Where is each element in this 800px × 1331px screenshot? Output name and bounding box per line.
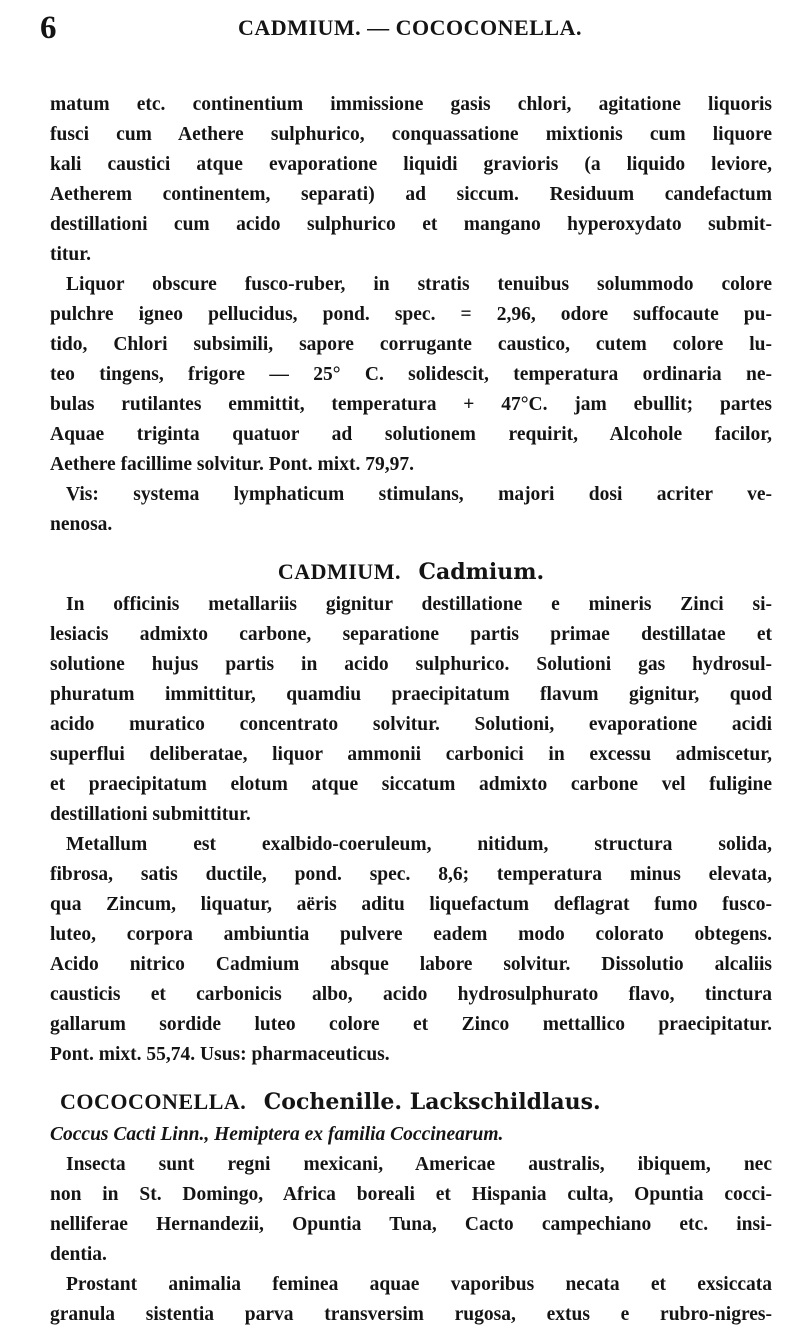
text-line: Aquae triginta quatuor ad solutionem requirit, Alcohole facilor, <box>50 424 772 445</box>
text-line: Insecta sunt regni mexicani, Americae australis, ibiquem, nec <box>66 1154 772 1175</box>
text-line: qua Zincum, liquatur, aëris aditu liquefactum deflagrat fumo fusco- <box>50 894 772 915</box>
cococonella-heading-german: Cochenille. Lackschildlaus. <box>263 1089 601 1115</box>
text-line: fusci cum Aethere sulphurico, conquassatione mixtionis cum liquore <box>50 124 772 145</box>
text-line: bulas rutilantes emmittit, temperatura + 47°C. jam ebullit; partes <box>50 394 772 415</box>
text-line: Prostant animalia feminea aquae vaporibus necata et exsiccata <box>66 1274 772 1295</box>
text-line: In officinis metallariis gignitur destillatione e mineris Zinci si- <box>66 594 772 615</box>
text-line: gallarum sordide luteo colore et Zinco mettallico praecipitatur. <box>50 1014 772 1035</box>
cadmium-section <box>50 553 772 1070</box>
cococonella-heading-latin: COCOCONELLA. <box>60 1089 247 1114</box>
page-body <box>50 90 772 1330</box>
text-line: phuratum immittitur, quamdiu praecipitatum flavum gignitur, quod <box>50 684 772 705</box>
text-line: destillationi cum acido sulphurico et mangano hyperoxydato submit- <box>50 214 772 235</box>
page-header <box>40 6 780 50</box>
text-line: superflui deliberatae, liquor ammonii carbonici in excessu admiscetur, <box>50 744 772 765</box>
text-line: lesiacis admixto carbone, separatione partis primae destillatae et <box>50 624 772 645</box>
cadmium-heading-latin: CADMIUM. <box>277 559 401 584</box>
text-line: Pont. mixt. 55,74. Usus: pharmaceuticus. <box>50 1044 390 1065</box>
text-line: Aetherem continentem, separati) ad siccum. Residuum candefactum <box>50 184 772 205</box>
text-line: destillationi submittitur. <box>50 804 251 825</box>
text-line: Vis: systema lymphaticum stimulans, majori dosi acriter ve- <box>66 484 772 505</box>
cadmium-heading-german: Cadmium. <box>418 559 545 585</box>
text-line: titur. <box>50 244 91 265</box>
cococonella-section <box>50 1083 772 1330</box>
running-head: CADMIUM. — COCOCONELLA. <box>238 15 582 40</box>
text-line: kali caustici atque evaporatione liquidi gravioris (a liquido leviore, <box>50 154 772 175</box>
text-line: nelliferae Hernandezii, Opuntia Tuna, Cacto campechiano etc. insi- <box>50 1214 772 1235</box>
text-line: Aethere facillime solvitur. Pont. mixt. 79,97. <box>50 454 414 475</box>
text-line: granula sistentia parva transversim rugosa, extus e rubro-nigres- <box>50 1304 772 1325</box>
text-line: matum etc. continentium immissione gasis chlori, agitatione liquoris <box>50 94 772 115</box>
text-line: teo tingens, frigore — 25° C. solidescit, temperatura ordinaria ne- <box>50 364 772 385</box>
intro-section <box>50 90 772 540</box>
cadmium-heading <box>50 553 772 590</box>
text-line: nenosa. <box>50 514 113 535</box>
text-line: Coccus Cacti Linn., Hemiptera ex familia Coccinearum. <box>50 1124 504 1145</box>
text-line: tido, Chlori subsimili, sapore corrugante caustico, cutem colore lu- <box>50 334 772 355</box>
text-line: et praecipitatum elotum atque siccatum admixto carbone vel fuligine <box>50 774 772 795</box>
page-number: 6 <box>40 10 57 46</box>
text-line: pulchre igneo pellucidus, pond. spec. = 2,96, odore suffocaute pu- <box>50 304 772 325</box>
text-line: causticis et carbonicis albo, acido hydrosulphurato flavo, tinctura <box>50 984 772 1005</box>
cococonella-heading <box>50 1083 772 1120</box>
text-line: dentia. <box>50 1244 107 1265</box>
section-gap <box>50 1070 772 1083</box>
text-line: solutione hujus partis in acido sulphurico. Solutioni gas hydrosul- <box>50 654 772 675</box>
section-gap <box>50 540 772 553</box>
text-line: acido muratico concentrato solvitur. Solutioni, evaporatione acidi <box>50 714 772 735</box>
text-line: luteo, corpora ambiuntia pulvere eadem modo colorato obtegens. <box>50 924 772 945</box>
text-line: Liquor obscure fusco-ruber, in stratis tenuibus solummodo colore <box>66 274 772 295</box>
text-line: Acido nitrico Cadmium absque labore solvitur. Dissolutio alcaliis <box>50 954 772 975</box>
text-line: fibrosa, satis ductile, pond. spec. 8,6; temperatura minus elevata, <box>50 864 772 885</box>
text-line: Metallum est exalbido-coeruleum, nitidum, structura solida, <box>66 834 772 855</box>
text-line: non in St. Domingo, Africa boreali et Hispania culta, Opuntia cocci- <box>50 1184 772 1205</box>
